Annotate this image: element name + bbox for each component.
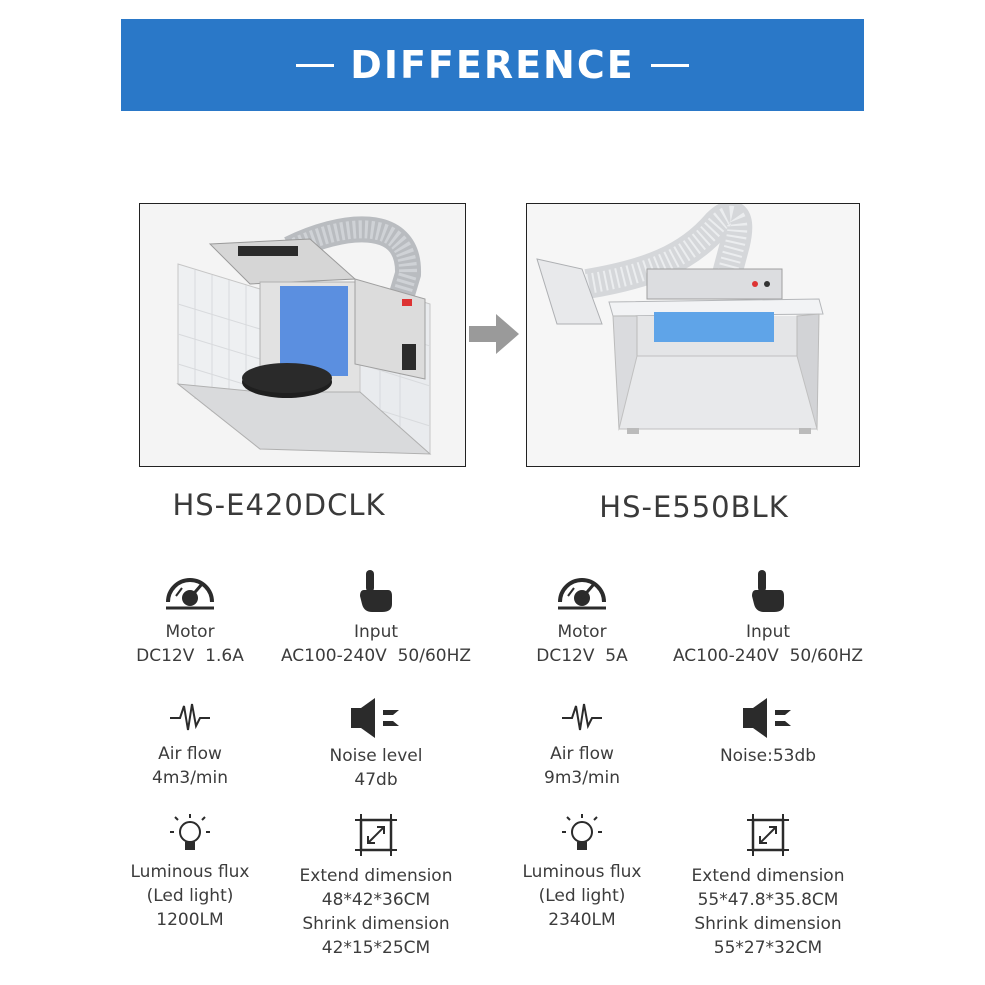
spec-value: 47db <box>354 770 398 790</box>
light-bulb-icon <box>168 812 212 854</box>
spray-booth-open-image <box>140 204 465 466</box>
spec-value: DC12V 5A <box>536 646 628 666</box>
spec-value: 55*27*32CM <box>713 938 823 958</box>
spec-value: 2340LM <box>548 910 616 930</box>
header-banner <box>121 19 864 111</box>
spec-motor-left <box>90 568 290 668</box>
spec-noise-right <box>668 698 868 768</box>
spec-label: Luminous flux <box>130 862 250 882</box>
spec-dimension-right <box>668 812 868 960</box>
spec-label: Shrink dimension <box>302 914 450 934</box>
spec-label: Extend dimension <box>691 866 845 886</box>
dimension-expand-icon <box>353 812 399 858</box>
spec-label: Motor <box>557 622 607 642</box>
page-title: DIFFERENCE <box>350 43 635 87</box>
hand-pointer-icon <box>748 568 788 614</box>
motor-gauge-icon <box>160 568 220 614</box>
spec-value: 42*15*25CM <box>321 938 431 958</box>
model-name-right: HS-E550BLK <box>599 490 789 524</box>
airflow-wave-icon <box>560 700 604 736</box>
spec-label: Noise level <box>329 746 423 766</box>
spec-value: AC100-240V 50/60HZ <box>280 646 472 666</box>
light-bulb-icon <box>560 812 604 854</box>
model-name-left: HS-E420DCLK <box>172 488 386 522</box>
spec-dimension-left <box>276 812 476 960</box>
spec-sublabel: (Led light) <box>146 886 234 906</box>
spec-airflow-right <box>482 700 682 790</box>
spec-value: AC100-240V 50/60HZ <box>672 646 864 666</box>
spec-label: Air flow <box>158 744 222 764</box>
banner-left-dash <box>296 64 334 67</box>
spec-label: Shrink dimension <box>694 914 842 934</box>
motor-gauge-icon <box>552 568 612 614</box>
spec-input-right <box>668 568 868 668</box>
spec-value: 55*47.8*35.8CM <box>697 890 839 910</box>
spec-noise-left <box>276 698 476 792</box>
spec-sublabel: (Led light) <box>538 886 626 906</box>
spec-value: 48*42*36CM <box>321 890 431 910</box>
arrow-right-icon <box>469 314 519 354</box>
spec-luminous-right <box>482 812 682 932</box>
spec-motor-right <box>482 568 682 668</box>
spec-label: Luminous flux <box>522 862 642 882</box>
speaker-icon <box>349 698 403 738</box>
airflow-wave-icon <box>168 700 212 736</box>
spec-value: 9m3/min <box>544 768 620 788</box>
banner-right-dash <box>651 64 689 67</box>
spec-luminous-left <box>90 812 290 932</box>
spec-label: Extend dimension <box>299 866 453 886</box>
speaker-icon <box>741 698 795 738</box>
spec-label: Noise:53db <box>719 746 817 766</box>
dimension-expand-icon <box>745 812 791 858</box>
spec-input-left <box>276 568 476 668</box>
spec-label: Air flow <box>550 744 614 764</box>
spec-value: DC12V 1.6A <box>136 646 244 666</box>
spec-label: Input <box>745 622 791 642</box>
product-photo-hs-e420dclk <box>139 203 466 467</box>
hand-pointer-icon <box>356 568 396 614</box>
spec-airflow-left <box>90 700 290 790</box>
product-photo-hs-e550blk <box>526 203 860 467</box>
spray-booth-open-image <box>527 204 859 466</box>
spec-label: Input <box>353 622 399 642</box>
spec-value: 4m3/min <box>152 768 228 788</box>
spec-value: 1200LM <box>156 910 224 930</box>
spec-label: Motor <box>165 622 215 642</box>
